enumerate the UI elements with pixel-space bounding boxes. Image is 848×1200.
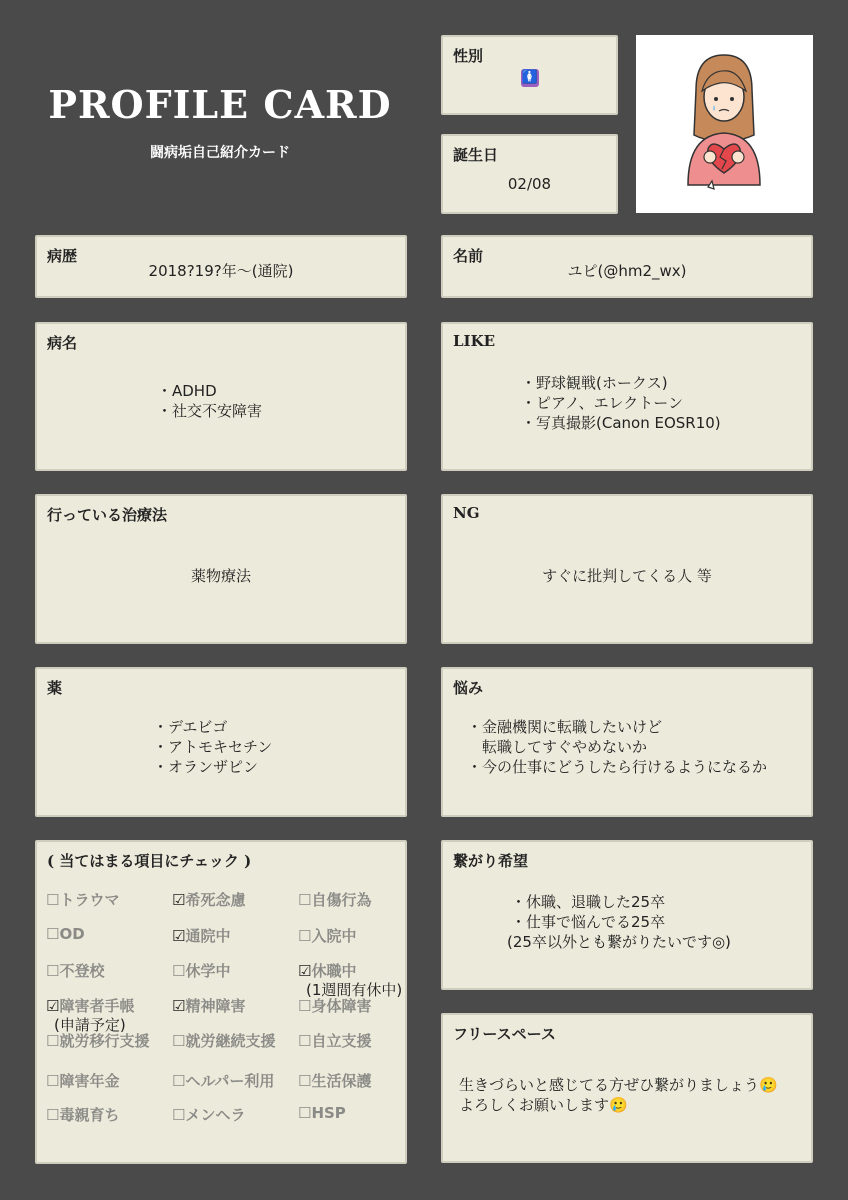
checklist-item-label: 自傷行為 [311,891,372,909]
worries-item: 転職してすぐやめないか [467,738,648,756]
profile-illustration [636,35,813,213]
checkbox-icon[interactable]: ☐ [46,1032,60,1050]
female-symbol-icon: 🚺 [521,70,539,85]
checklist-item-label: 休学中 [185,962,231,980]
checked-box-icon[interactable]: ☑ [46,997,60,1015]
medicine-label: 薬 [47,679,63,697]
checklist-item-label: 就労移行支援 [59,1032,150,1050]
checked-box-icon[interactable]: ☑ [172,927,186,945]
checklist-item-label: 休職中 [311,962,357,980]
checklist-item-label: 入院中 [311,927,357,945]
checkbox-icon[interactable]: ☐ [298,891,312,909]
worries-label: 悩み [453,679,484,697]
birthday-card [441,134,618,214]
free-space-line: 生きづらいと感じてる方ぜひ繋がりましょう🥲 [459,1076,778,1094]
checklist-item[interactable] [298,995,371,1016]
ng-card [441,494,813,644]
name-label: 名前 [453,247,484,265]
birthday-value: 02/08 [507,175,552,193]
checklist-item[interactable] [172,889,245,910]
checkbox-icon[interactable]: ☐ [46,1106,60,1124]
illness-item: ・ADHD [157,382,217,400]
checklist-item-label: 不登校 [59,962,105,980]
connect-item: ・休職、退職した25卒 [511,893,666,911]
checklist-item[interactable] [46,960,104,981]
checkbox-icon[interactable]: ☐ [298,997,312,1015]
checklist-item-label: 障害者手帳 [59,997,135,1015]
checklist-item[interactable] [46,925,85,943]
checkbox-icon[interactable]: ☐ [46,925,60,943]
connect-item: (25卒以外とも繋がりたいです◎) [507,933,731,951]
checklist-item-label: トラウマ [59,891,120,909]
checkbox-icon[interactable]: ☐ [172,1032,186,1050]
checklist-item[interactable] [298,1104,346,1122]
like-item: ・野球観戦(ホークス) [521,374,668,392]
illness-card [35,322,407,471]
checklist-item[interactable] [46,889,119,910]
medicine-item: ・オランザピン [153,758,259,776]
checkbox-icon[interactable]: ☐ [46,1072,60,1090]
checklist-item-label: OD [59,925,85,943]
illness-item: ・社交不安障害 [157,402,263,420]
checklist-item-label: ヘルパー利用 [185,1072,275,1090]
checklist-item-label: 身体障害 [311,997,372,1015]
connect-item: ・仕事で悩んでる25卒 [511,913,666,931]
checklist-item-label: 障害年金 [59,1072,120,1090]
checked-box-icon[interactable]: ☑ [172,891,186,909]
checklist-item-label: 希死念慮 [185,891,246,909]
medicine-item: ・アトモキセチン [153,738,273,756]
checkbox-icon[interactable]: ☐ [298,927,312,945]
checklist-item[interactable] [172,960,230,981]
history-card [35,235,407,298]
checklist-item-label: 就労継続支援 [185,1032,276,1050]
checklist-item[interactable] [298,1030,371,1051]
checklist-item[interactable] [298,1070,371,1091]
free-space-label: フリースペース [453,1025,556,1043]
medicine-item: ・デエビゴ [153,718,228,736]
treatment-card [35,494,407,644]
checklist-item-label: 毒親育ち [59,1106,120,1124]
birthday-label: 誕生日 [453,146,499,164]
worries-item: ・今の仕事にどうしたら行けるようになるか [467,758,768,776]
connect-card [441,840,813,990]
checklist-item[interactable] [172,1070,274,1091]
checklist-item-label: HSP [311,1104,346,1122]
checklist-item[interactable] [298,960,403,999]
gender-label: 性別 [453,47,484,65]
worries-card [441,667,813,817]
checklist-item-label: 自立支援 [311,1032,372,1050]
checklist-item[interactable] [46,995,135,1034]
checked-box-icon[interactable]: ☑ [298,962,312,980]
checked-box-icon[interactable]: ☑ [172,997,186,1015]
checkbox-icon[interactable]: ☐ [46,891,60,909]
checkbox-icon[interactable]: ☐ [46,962,60,980]
worries-item: ・金融機関に転職したいけど [467,718,663,736]
checklist-item-note: (1週間有休中) [306,981,403,999]
name-card [441,235,813,298]
page-subtitle: 闘病垢自己紹介カード [150,145,290,161]
like-label: LIKE [453,332,496,350]
checklist-item[interactable] [172,1104,245,1125]
checklist-item[interactable] [46,1104,119,1125]
like-item: ・ピアノ、エレクトーン [521,394,684,412]
checklist-item-note: (申請予定) [54,1016,126,1034]
ng-label: NG [453,504,480,522]
checklist-item-label: 通院中 [185,927,231,945]
checklist-item-label: メンヘラ [185,1106,246,1124]
treatment-label: 行っている治療法 [47,506,168,524]
checkbox-icon[interactable]: ☐ [172,962,186,980]
page-title: PROFILE CARD [48,82,392,127]
checklist-item[interactable] [298,925,356,946]
woman-holding-heart-icon [636,35,813,213]
checklist-item[interactable] [298,889,371,910]
checklist-item-label: 生活保護 [311,1072,372,1090]
checkbox-icon[interactable]: ☐ [172,1106,186,1124]
medicine-card [35,667,407,817]
history-value: 2018?19?年〜(通院) [148,262,294,280]
free-space-line: よろしくお願いします🥲 [459,1096,628,1114]
checklist-item-label: 精神障害 [185,997,246,1015]
checkbox-icon[interactable]: ☐ [298,1072,312,1090]
checkbox-icon[interactable]: ☐ [298,1032,312,1050]
name-value: ユピ(@hm2_wx) [567,262,687,280]
checklist-label: ( 当てはまる項目にチェック ) [47,852,252,870]
ng-value: すぐに批判してくる人 等 [542,567,712,585]
checklist-item[interactable] [172,995,245,1016]
checklist-item[interactable] [46,1070,119,1091]
checkbox-icon[interactable]: ☐ [172,1072,186,1090]
like-item: ・写真撮影(Canon EOSR10) [521,414,721,432]
checkbox-icon[interactable]: ☐ [298,1104,312,1122]
checklist-item[interactable] [172,925,230,946]
free-space-card [441,1013,813,1163]
checklist-card [35,840,407,1164]
treatment-value: 薬物療法 [190,567,251,585]
checklist-item[interactable] [46,1030,149,1051]
connect-label: 繋がり希望 [453,852,529,870]
like-card [441,322,813,471]
illness-label: 病名 [47,334,78,352]
checklist-item[interactable] [172,1030,275,1051]
history-label: 病歴 [47,247,78,265]
